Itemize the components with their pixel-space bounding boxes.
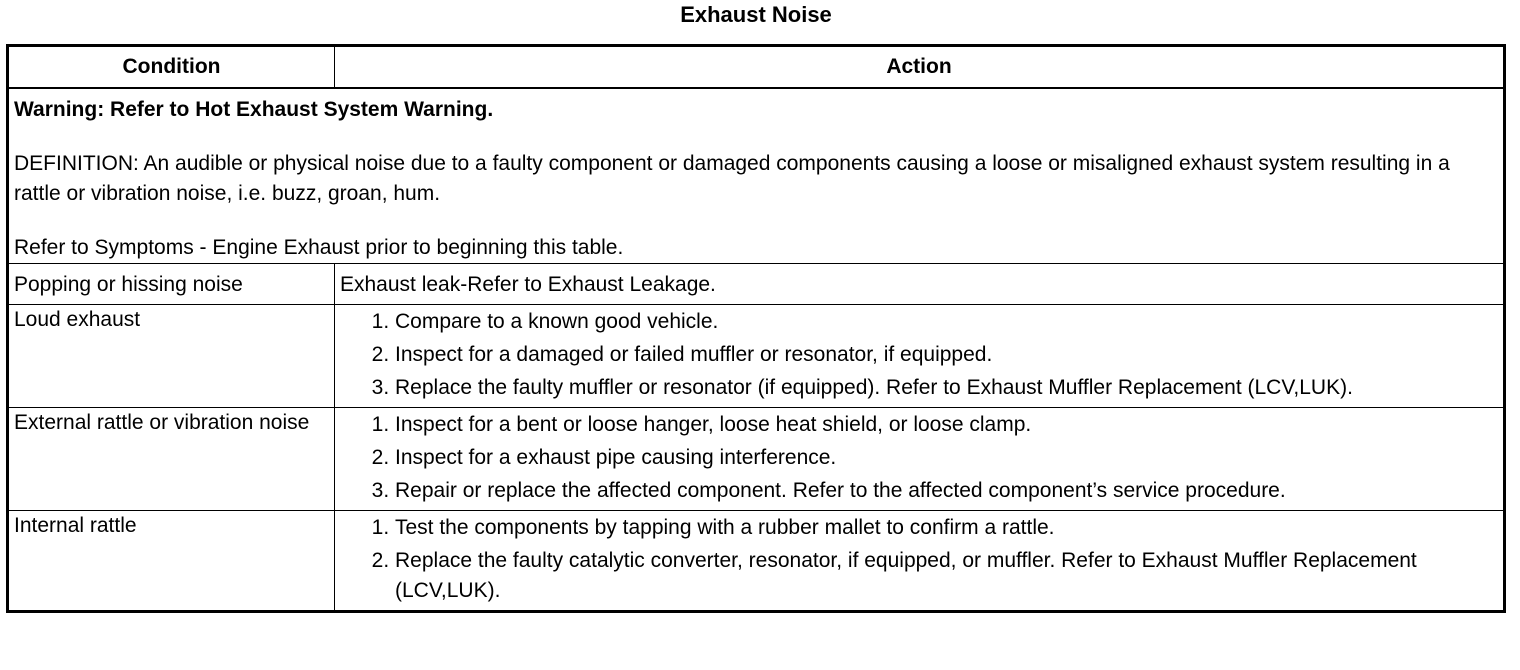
condition-cell: Internal rattle — [8, 511, 335, 612]
action-step: 2. Inspect for a damaged or failed muffler or resonator, if equipped. — [395, 340, 1498, 370]
condition-cell: External rattle or vibration noise — [8, 408, 335, 511]
action-steps — [340, 410, 1498, 506]
table-header-row — [8, 46, 1505, 89]
intro-cell — [8, 88, 1505, 264]
diagnostic-table — [6, 44, 1506, 613]
action-steps — [340, 307, 1498, 403]
definition-text: DEFINITION: An audible or physical noise due to a faulty component or damaged components causing a loose or misaligned exhaust system resulting in a rattle or vibration noise, i.e. buzz, groan, hum. — [14, 152, 1450, 205]
action-cell — [335, 408, 1505, 511]
column-header-action: Action — [335, 46, 1505, 89]
table-row — [8, 408, 1505, 511]
action-cell — [335, 511, 1505, 612]
condition-cell: Popping or hissing noise — [8, 264, 335, 305]
action-step: 2. Inspect for a exhaust pipe causing interference. — [395, 443, 1498, 473]
action-step: 3. Replace the faulty muffler or resonator (if equipped). Refer to Exhaust Muffler Replacement (LCV,LUK). — [395, 373, 1498, 403]
action-step: 3. Repair or replace the affected component. Refer to the affected component’s service procedure. — [395, 476, 1498, 506]
action-steps — [340, 513, 1498, 606]
intro-row — [8, 88, 1505, 264]
warning-text: Warning: Refer to Hot Exhaust System Warning. — [14, 98, 494, 121]
page-title: Exhaust Noise — [680, 2, 832, 27]
action-step: 1. Inspect for a bent or loose hanger, loose heat shield, or loose clamp. — [395, 410, 1498, 440]
action-cell: Exhaust leak-Refer to Exhaust Leakage. — [335, 264, 1505, 305]
action-cell — [335, 305, 1505, 408]
refer-text: Refer to Symptoms - Engine Exhaust prior to beginning this table. — [14, 236, 624, 259]
condition-cell: Loud exhaust — [8, 305, 335, 408]
table-row — [8, 511, 1505, 612]
action-step: 1. Test the components by tapping with a rubber mallet to confirm a rattle. — [395, 513, 1498, 543]
action-step: 2. Replace the faulty catalytic converter, resonator, if equipped, or muffler. Refer to Exhaust Muffler Replacement (LCV,LUK). — [395, 546, 1498, 606]
column-header-condition: Condition — [8, 46, 335, 89]
table-row — [8, 264, 1505, 305]
table-row — [8, 305, 1505, 408]
action-step: 1. Compare to a known good vehicle. — [395, 307, 1498, 337]
